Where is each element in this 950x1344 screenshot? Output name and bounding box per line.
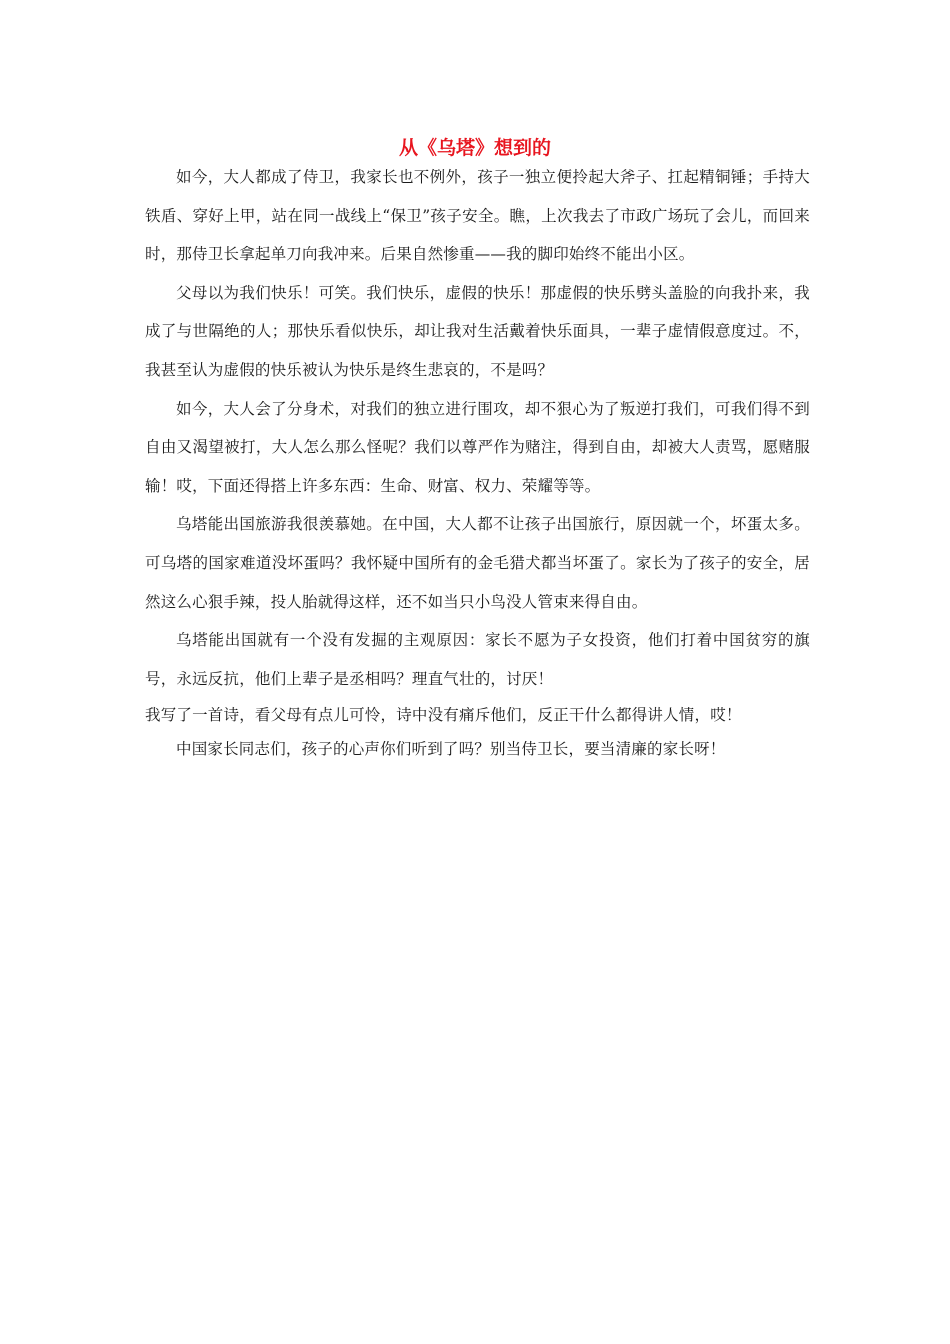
document-body <box>145 158 810 766</box>
document-title: 从《乌塔》想到的 <box>398 136 551 159</box>
paragraph-1: 如今，大人都成了侍卫，我家长也不例外，孩子一独立便拎起大斧子、扛起精铜锤；手持大铁盾、穿好上甲，站在同一战线上“保卫”孩子安全。瞧，上次我去了市政广场玩了会儿，而回来时，那侍卫长拿起单刀向我冲来。后果自然惨重——我的脚印始终不能出小区。 <box>145 168 810 264</box>
paragraph-6: 我写了一首诗，看父母有点儿可怜，诗中没有痛斥他们，反正干什么都得讲人情，哎！ <box>145 706 742 725</box>
paragraph-2: 父母以为我们快乐！可笑。我们快乐，虚假的快乐！那虚假的快乐劈头盖脸的向我扑来，我成了与世隔绝的人；那快乐看似快乐，却让我对生活戴着快乐面具，一辈子虚情假意度过。不，我甚至认为虚假的快乐被认为快乐是终生悲哀的，不是吗？ <box>145 283 810 379</box>
paragraph-3: 如今，大人会了分身术，对我们的独立进行围攻，却不狠心为了叛逆打我们，可我们得不到自由又渴望被打，大人怎么那么怪呢？我们以尊严作为赌注，得到自由，却被大人责骂，愿赌服输！哎，下面还得搭上许多东西：生命、财富、权力、荣耀等等。 <box>145 399 810 495</box>
paragraph-4: 乌塔能出国旅游我很羡慕她。在中国，大人都不让孩子出国旅行，原因就一个，坏蛋太多。可乌塔的国家难道没坏蛋吗？我怀疑中国所有的金毛猎犬都当坏蛋了。家长为了孩子的安全，居然这么心狠手辣，投人胎就得这样，还不如当只小鸟没人管束来得自由。 <box>145 515 810 611</box>
paragraph-7: 中国家长同志们，孩子的心声你们听到了吗？别当侍卫长，要当清廉的家长呀！ <box>176 740 726 759</box>
paragraph-5: 乌塔能出国就有一个没有发掘的主观原因：家长不愿为子女投资，他们打着中国贫穷的旗号，永远反抗，他们上辈子是丞相吗？理直气壮的，讨厌！ <box>145 631 810 688</box>
